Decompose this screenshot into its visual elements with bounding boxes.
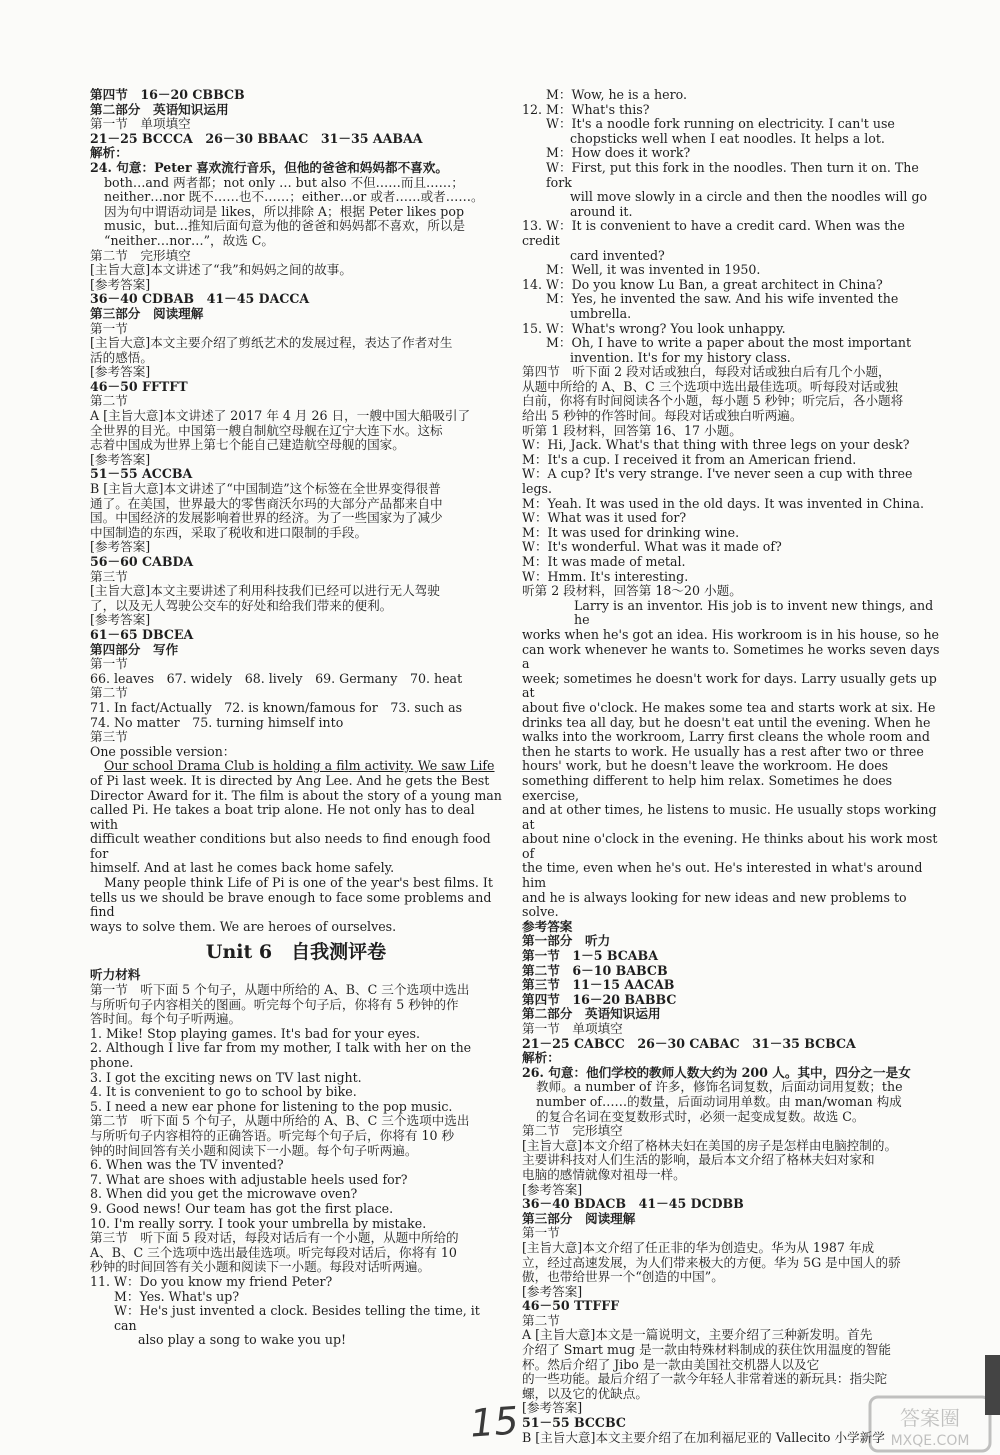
text-line: 1. Mike! Stop playing games. It's bad for your eyes. <box>90 1025 420 1041</box>
text-line: [参考答案] <box>90 612 151 628</box>
text-line: 听第 1 段材料，回答第 16、17 小题。 <box>522 422 742 438</box>
text-line: M：Well, it was invented in 1950. <box>546 262 761 278</box>
text-line: 第二节 听下面 5 个句子，从题中所给的 A、B、C 三个选项中选出 <box>90 1113 470 1129</box>
text-line: 第二部分 英语知识运用 <box>90 101 229 117</box>
text-line: 12. M：What's this? <box>522 101 650 117</box>
text-line: 第一节 听下面 5 个句子，从题中所给的 A、B、C 三个选项中选出 <box>90 982 470 998</box>
text-line: [参考答案] <box>90 451 151 467</box>
text-line: 第三节 听下面 5 段对话，每段对话后有一个小题，从题中所给的 <box>90 1230 459 1246</box>
text-line: [参考答案] <box>522 1181 583 1197</box>
text-line: 主要讲科技对人们生活的影响，最后本文介绍了格林夫妇对家和 <box>522 1152 875 1168</box>
text-line: W：Hi, Jack. What's that thing with three legs on your desk? <box>522 437 910 453</box>
text-line: himself. And at last he comes back home safely. <box>90 860 395 876</box>
text-line: 36－40 BDACB 41－45 DCDBB <box>522 1196 744 1212</box>
text-line: 第二节 6－10 BABCB <box>522 962 668 978</box>
text-line: 21－25 BCCCA 26－30 BBAAC 31－35 AABAA <box>90 130 423 146</box>
text-line: chopsticks well when I eat noodles. It helps a lot. <box>570 130 885 146</box>
text-line: W：He's just invented a clock. Besides telling the time, it can <box>114 1303 484 1333</box>
text-line: 全世界的目光。中国第一艘自制航空母舰在辽宁大连下水。这标 <box>90 422 443 438</box>
text-line: M：How does it work? <box>546 145 691 161</box>
text-line: tells us we should be brave enough to face some problems and find <box>90 889 496 920</box>
text-line: W：It's a noodle fork running on electricity. I can't use <box>546 116 895 132</box>
text-line: ways to solve them. We are heroes of ourselves. <box>90 918 397 934</box>
text-line: W：A cup? It's very strange. I've never seen a cup with three legs. <box>522 466 917 497</box>
text-line: invention. It's for my history class. <box>570 349 791 365</box>
text-line: 第三部分 阅读理解 <box>90 305 204 321</box>
text-line: and at other times, he listens to music. He usually stops working at <box>522 802 941 832</box>
listening-script <box>90 968 502 1347</box>
text-line: 的一些功能。最后介绍了一款今年轻人非常着迷的新玩具：指尖陀 <box>522 1371 888 1387</box>
text-line: 第四节 听下面 2 段对话或独白，每段对话或独白后有几个小题， <box>522 364 891 380</box>
text-line: of Pi last week. It is directed by Ang Lee. And he gets the Best <box>90 772 490 788</box>
text-line: difficult weather conditions but also needs to find enough food for <box>90 831 495 861</box>
text-line: 51－55 BCCBC <box>522 1415 626 1431</box>
text-line: [参考答案] <box>90 276 151 292</box>
text-line: hours' work, but he doesn't leave the workroom. He does <box>522 758 889 774</box>
text-line: walks into the workroom, Larry first cleans the whole room and <box>522 729 930 745</box>
text-line: M：It was used for drinking wine. <box>522 524 740 540</box>
text-line: number of……的数量，后面动词用单数。由 man/woman 构成 <box>536 1093 902 1109</box>
text-line: 46－50 TTFFF <box>522 1298 620 1314</box>
text-line: 参考答案 <box>522 918 573 934</box>
text-line: M：Yes, he invented the saw. And his wife invented the <box>546 291 899 307</box>
text-line: neither…nor 既不……也不……；either…or 或者……或者……。 <box>104 189 484 205</box>
text-line: 了，以及无人驾驶公交车的好处和给我们带来的便利。 <box>90 597 393 613</box>
text-line: 第二节 完形填空 <box>90 247 191 263</box>
text-line: 第一节 单项填空 <box>90 116 191 132</box>
text-line: 13. W：It is convenient to have a credit card. When was the credit <box>522 218 909 248</box>
text-line: 第一部分 听力 <box>522 933 611 949</box>
text-line: 11. W：Do you know my friend Peter? <box>90 1273 333 1289</box>
text-line: W：It's wonderful. What was it made of? <box>522 539 782 555</box>
text-line: “neither…nor…”，故选 C。 <box>104 232 275 248</box>
text-line: 秒钟的时间回答有关小题和阅读下一小题。每段对话听两遍。 <box>90 1259 431 1275</box>
text-line: M：Yeah. It was used in the old days. It was invented in China. <box>522 495 924 511</box>
text-line: 钟的时间回答有关小题和阅读下一小题。每个句子听两遍。 <box>90 1142 418 1158</box>
text-line: 3. I got the exciting news on TV last night. <box>90 1069 362 1085</box>
text-line: M：Oh, I have to write a paper about the most important <box>546 335 912 351</box>
text-line: Our school Drama Club is holding a film activity. We saw Life <box>104 758 495 774</box>
text-line: [主旨大意]本文介绍了格林夫妇在美国的房子是怎样由电脑控制的。 <box>522 1137 898 1153</box>
text-line: 与所听句子内容相关的图画。听完每个句子后，你将有 5 秒钟的作 <box>90 996 459 1012</box>
text-line: M：It was made of metal. <box>522 554 686 569</box>
text-line: [主旨大意]本文主要讲述了利用科技我们已经可以进行无人驾驶 <box>90 583 440 599</box>
text-line: about five o'clock. He makes some tea and starts work at six. He <box>522 699 936 715</box>
text-line: also play a song to wake you up! <box>138 1332 347 1348</box>
text-line: 国。中国经济的发展影响着世界的经济。为了一些国家为了减少 <box>90 510 443 526</box>
text-line: 志着中国成为世界上第七个能自己建造航空母舰的国家。 <box>90 437 405 453</box>
text-line: M：Yes. What's up? <box>114 1288 240 1304</box>
text-line: 第一节 1－5 BCABA <box>522 948 658 964</box>
text-line: 第一节 单项填空 <box>522 1021 623 1036</box>
text-line: 2. Although I live far from my mother, I talk with her on the phone. <box>90 1040 476 1070</box>
svg-text:MXQE.COM: MXQE.COM <box>890 1433 970 1449</box>
text-line: week; sometimes he doesn't work for days. Larry usually gets up at <box>522 670 941 701</box>
text-line: 74. No matter 75. turning himself into <box>90 714 344 730</box>
text-line: 从题中所给的 A、B、C 三个选项中选出最佳选项。听每段对话或独 <box>522 378 899 394</box>
text-line: 第二节 <box>522 1312 560 1328</box>
unit-title: Unit 6 自我测评卷 <box>205 941 387 964</box>
text-line: 8. When did you get the microwave oven? <box>90 1186 358 1202</box>
text-line: 第三节 11－15 AACAB <box>522 977 675 993</box>
page-number: 15 <box>468 1398 520 1446</box>
text-line: 6. When was the TV invented? <box>90 1157 284 1173</box>
text-line: 第三节 <box>90 729 128 745</box>
text-line: 中国制造的东西，采取了税收和进口限制的手段。 <box>90 524 368 540</box>
text-line: W：First, put this fork in the noodles. Then turn it on. The fork <box>546 159 923 190</box>
page-edge-mark <box>985 1355 1000 1415</box>
text-line: [参考答案] <box>90 539 151 555</box>
text-line: will move slowly in a circle and then the noodles will go <box>570 189 928 205</box>
text-line: 的复合名词在变复数形式时，必须一起变成复数。故选 C。 <box>536 1108 865 1124</box>
text-line: W：Hmm. It's interesting. <box>522 568 689 584</box>
text-line: [参考答案] <box>90 364 151 380</box>
text-line: 给出 5 秒钟的作答时间。每段对话或独白听两遍。 <box>522 408 803 424</box>
text-line: 26. 句意：他们学校的教师人数大约为 200 人。其中，四分之一是女 <box>522 1064 911 1080</box>
text-line: 第四部分 写作 <box>90 641 179 657</box>
text-line: 第一节 <box>522 1225 560 1241</box>
text-line: 立，经过高速发展，为人们带来极大的方便。华为 5G 是中国人的骄 <box>522 1254 901 1270</box>
text-line: 5. I need a new ear phone for listening to the pop music. <box>90 1098 453 1114</box>
text-line: 活的感悟。 <box>90 349 153 365</box>
text-line: M：Wow, he is a hero. <box>546 87 687 102</box>
text-line: 24. 句意：Peter 喜欢流行音乐，但他的爸爸和妈妈都不喜欢。 <box>90 159 448 175</box>
text-line: 因为句中谓语动词是 likes，所以排除 A；根据 Peter likes pop <box>104 203 465 219</box>
left-column <box>90 88 502 1348</box>
text-line: 与所听句子内容相符的正确答语。听完每个句子后，你将有 10 秒 <box>90 1127 455 1143</box>
text-line: 第二部分 英语知识运用 <box>522 1006 661 1022</box>
text-line: 听第 2 段材料，回答第 18～20 小题。 <box>522 583 742 599</box>
text-line: 4. It is convenient to go to school by bike. <box>90 1084 357 1100</box>
text-line: 第二节 <box>90 685 128 701</box>
text-line: 71. In fact/Actually 72. is known/famous for 73. such as <box>90 699 463 715</box>
text-line: A [主旨大意]本文是一篇说明文，主要介绍了三种新发明。首先 <box>522 1327 873 1343</box>
text-line: 听力材料 <box>90 967 141 983</box>
text-line: 教师。a number of 许多，修饰名词复数，后面动词用复数；the <box>536 1079 903 1095</box>
text-line: 傲，也带给世界一个“创造的中国”。 <box>522 1269 724 1285</box>
text-line: A [主旨大意]本文讲述了 2017 年 4 月 26 日，一艘中国大船吸引了 <box>90 408 471 424</box>
text-line: 电脑的感情就像对祖母一样。 <box>522 1166 686 1182</box>
text-line: 答时间。每个句子听两遍。 <box>90 1011 242 1027</box>
text-line: drinks tea all day, but he doesn't eat until the evening. When he <box>522 714 931 730</box>
text-line: 第四节 16－20 BABBC <box>522 991 677 1007</box>
text-line: B [主旨大意]本文讲述了“中国制造”这个标签在全世界变得很普 <box>90 481 441 497</box>
text-line: can work whenever he wants to. Sometimes he works seven days a <box>522 641 944 672</box>
text-line: 36－40 CDBAB 41－45 DACCA <box>90 291 310 307</box>
text-line: [参考答案] <box>522 1283 583 1299</box>
text-line: 第一节 <box>90 320 128 336</box>
text-line: 螺，以及它的优缺点。 <box>522 1385 648 1401</box>
text-line: 14. W：Do you know Lu Ban, a great architect in China? <box>522 276 883 292</box>
text-line: 10. I'm really sorry. I took your umbrella by mistake. <box>90 1215 427 1231</box>
text-line: 介绍了 Smart mug 是一款由特殊材料制成的获住饮用温度的智能 <box>522 1342 891 1358</box>
text-line: [主旨大意]本文讲述了“我”和妈妈之间的故事。 <box>90 262 352 278</box>
text-line: 第二节 完形填空 <box>522 1123 623 1139</box>
text-line: 21－25 CABCC 26－30 CABAC 31－35 BCBCA <box>522 1035 856 1051</box>
text-line: W：What was it used for? <box>522 510 687 526</box>
text-line: [主旨大意]本文主要介绍了剪纸艺术的发展过程，表达了作者对生 <box>90 335 453 351</box>
text-line: 第一节 <box>90 656 128 672</box>
text-line: around it. <box>570 203 633 219</box>
text-line: Larry is an inventor. His job is to invent new things, and he <box>574 597 938 628</box>
text-line: 第二节 <box>90 393 128 409</box>
text-line: B [主旨大意]本文主要介绍了在加利福尼亚的 Vallecito 小学新学 <box>522 1429 885 1445</box>
text-line: umbrella. <box>570 305 632 321</box>
text-line: 杯。然后介绍了 Jibo 是一款由美国社交机器人以及它 <box>522 1356 820 1372</box>
text-line: about nine o'clock in the evening. He thinks about his work most of <box>522 831 942 861</box>
text-line: Many people think Life of Pi is one of the year's best films. It <box>104 875 493 891</box>
svg-text:答案圈: 答案圈 <box>900 1406 960 1430</box>
text-line: and he is always looking for new ideas and new problems to solve. <box>522 889 911 920</box>
text-line: [主旨大意]本文介绍了任正非的华为创造史。华为从 1987 年成 <box>522 1239 875 1255</box>
text-line: Director Award for it. The film is about the story of a young man <box>90 787 502 803</box>
watermark-logo <box>868 1395 992 1453</box>
text-line: 通了。在美国，世界最大的零售商沃尔玛的大部分产品都来自中 <box>90 495 443 511</box>
text-line: 66. leaves 67. widely 68. lively 69. Germany 70. heat <box>90 670 463 686</box>
text-line: 第三节 <box>90 568 128 584</box>
text-line: something different to help him relax. Sometimes he does exercise, <box>522 772 897 803</box>
text-line: 解析： <box>90 145 128 161</box>
text-line: 46－50 FFTFT <box>90 378 188 394</box>
text-line: 白前，你将有时间阅读各个小题，每小题 5 秒钟；听完后，各小题将 <box>522 393 904 409</box>
text-line: 15. W：What's wrong? You look unhappy. <box>522 320 786 336</box>
text-line: music，but…推知后面句意为他的爸爸和妈妈都不喜欢，所以是 <box>104 218 466 234</box>
text-line: [参考答案] <box>522 1400 583 1416</box>
text-line: 9. Good news! Our team has got the first place. <box>90 1200 394 1216</box>
text-line: 7. What are shoes with adjustable heels used for? <box>90 1171 408 1187</box>
text-line: 56－60 CABDA <box>90 554 194 569</box>
text-line: the time, even when he's out. He's interested in what's around him <box>522 860 927 891</box>
text-line: M：It's a cup. I received it from an American friend. <box>522 451 857 467</box>
text-line: A、B、C 三个选项中选出最佳选项。听完每段对话后，你将有 10 <box>90 1244 457 1260</box>
text-line: 第四节 16－20 CBBCB <box>90 87 245 102</box>
text-line: 第三部分 阅读理解 <box>522 1210 636 1226</box>
answer-key-previous-unit <box>90 88 502 934</box>
text-line: then he starts to work. He usually has a rest after two or three <box>522 743 924 759</box>
text-line: One possible version： <box>90 743 236 759</box>
text-line: card invented? <box>570 247 665 263</box>
text-line: called Pi. He takes a boat trip alone. He not only has to deal with <box>90 802 479 832</box>
text-line: 解析： <box>522 1050 560 1066</box>
text-line: 61－65 DBCEA <box>90 626 194 642</box>
text-line: 51－55 ACCBA <box>90 466 193 482</box>
text-line: works when he's got an idea. His workroom is in his house, so he <box>522 626 940 642</box>
text-line: both…and 两者都；not only … but also 不但……而且……； <box>104 174 464 190</box>
